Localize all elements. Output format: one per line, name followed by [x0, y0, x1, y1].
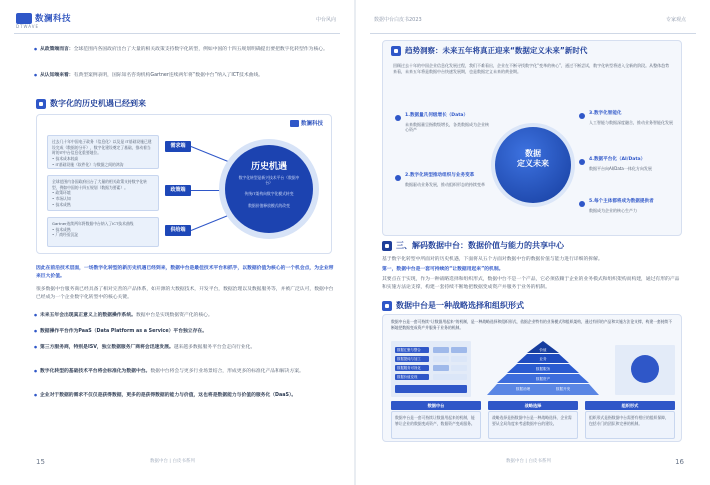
- page-number: 15: [36, 458, 45, 466]
- bullet-label: 从认知端来看：: [40, 73, 74, 78]
- chapter-intro: 基于数字化转型中所面对的历史机遇，下面将从五个方面对数据中台的数据价值与能力进行详细的拆解。: [382, 257, 603, 262]
- pyramid-label: 数据资产: [535, 377, 551, 381]
- trend-marker: [579, 201, 585, 207]
- bullet-text: 有典型案例表明，国际知名咨询机构Gartner连续两年将“数据中台”纳入了ICT技术曲线。: [73, 73, 264, 78]
- highlight-paragraph: 因此在前沿技术层面，一场数字化转型的新历史机遇已经到来，数据中台是最佳技术平台和抓手，以数据价值为核心的一个机会点，为企业带来巨大价值。: [36, 266, 334, 279]
- grid-cell: [433, 365, 449, 371]
- bullet-item: [40, 328, 332, 335]
- grid-cell: [433, 347, 449, 353]
- chapter-paragraph: 其要点在于实现，作为一种战略选择和组织形式，数据中台不是一个产品，它必须依赖于企业的业务模式和组织架构而构建，通过有形的产品和实施方法论支撑，构建一套持续不断地把数据变成资产并服务于业务的机制。: [382, 277, 680, 290]
- section-icon: [36, 99, 46, 109]
- list-row: 数据汇聚与整合: [395, 347, 429, 353]
- trend-item-text: 人工智能与数据深度融合，推动业务智能化发展: [589, 119, 673, 125]
- diagram-logo: [290, 119, 323, 127]
- grid-cell: [451, 356, 467, 362]
- column-text: 战略选择是指数据中台是一种战略选择，企业需要从全局角度来考虑数据中台的建设。: [488, 411, 578, 439]
- column-text: 数据中台是一套可持续让数据用起来的机制，能够让企业的数据变成资产，数据资产变成服务。: [391, 411, 481, 439]
- box-title: 数据中台是一种战略选择和组织形式: [396, 301, 524, 310]
- bullet-cognition: [40, 72, 332, 79]
- trend-item-title: 4.数据平台化（AI/Data）: [589, 157, 646, 162]
- grid-cell: [451, 365, 467, 371]
- left-page: [0, 0, 354, 485]
- trend-item: [589, 157, 675, 171]
- pyramid-label: 价值: [539, 348, 547, 352]
- tag-demand: 需求端: [165, 141, 191, 152]
- trend-item-title: 3.数字化智能化: [589, 111, 622, 116]
- footer-label: 数据中台 | 白皮书系列: [506, 459, 551, 464]
- bullet-label: 数字化转型的基础技术平台将会标准化为数据中台。: [40, 369, 151, 374]
- bullet-text: 数据中台将会与更多行业场景结合，形成更多的标准化产品和解决方案。: [150, 369, 304, 374]
- bullet-label: 企业对于数据的需求不仅仅是获得数据，更多的是获得数据的能力与价值，这也将是数据能力与价值的服务化（DaaS）。: [40, 393, 297, 398]
- circle-item: 数字化转型是新兴技术平台（数据中台）: [238, 175, 300, 186]
- bullet-item: [40, 392, 332, 399]
- bullet-label: 数据操作平台作为PaaS（Data Platform as a Service）平台独立存在。: [40, 329, 208, 334]
- section-heading: [36, 96, 146, 111]
- list-row: 数据服务可视化: [395, 365, 429, 371]
- history-box-policy: 全球范围内各国政府出台了大量的相关政策支持数字化转型，例如中国的十四五规划（数据为要素）。 • 政策环境 • 市场认知 • 技术成熟: [47, 175, 159, 211]
- header-divider: [14, 33, 340, 34]
- box-heading: [382, 298, 524, 313]
- pyramid-label: 数据服务: [535, 367, 551, 371]
- section-icon: [391, 46, 401, 56]
- trend-panel: [382, 40, 682, 236]
- bullet-text: 数据中台是实现数据资产化的核心。: [135, 313, 213, 318]
- bullet-item: [40, 368, 332, 375]
- circle-item: 数据价值释放模式的改变: [248, 203, 290, 208]
- trend-item: [405, 113, 491, 133]
- bullet-label: 从政策端而言：: [40, 47, 74, 52]
- trend-item: [405, 173, 491, 187]
- list-row: 数据价值变现: [395, 374, 429, 380]
- trend-item-title: 2.数字化转型推动组织与业务变革: [405, 173, 475, 178]
- left-header: [0, 0, 354, 40]
- right-page: [356, 0, 710, 485]
- chapter-heading: [382, 238, 564, 253]
- chapter-subhead: 第一，数据中台是一套可持续的“让数据用起来”的机制。: [382, 267, 504, 272]
- section-icon: [382, 301, 392, 311]
- brand-sub: DTWAVE: [16, 24, 40, 29]
- left-header-section: 中台风向: [315, 17, 336, 23]
- column-text: 组织形式是指数据中台需要有相应的组织保障，包括专门的团队和完善的机制。: [585, 411, 675, 439]
- trend-item: [589, 199, 675, 213]
- body-paragraph: 很多数据中台服务商已经具备了相对完善的产品体系，如开源的大数据技术，开发平台，数据治理以及数据服务等，并被广泛认可，数据中台已经成为一个企业数字化转型中的核心关键。: [36, 287, 334, 300]
- column-heading: 组织形式: [585, 401, 675, 410]
- side-icon: [631, 355, 659, 383]
- pyramid-label: 数据开发: [555, 387, 571, 391]
- trend-marker: [395, 175, 401, 181]
- trend-intro: 回顾过去十年的中国企业信息化发展过程，我们不难看出，企业在不断寻找数字化“变革的核心”，通过不断尝试，数字化转型将进入全新的阶段。从整体趋势来看，未来五年将是数据中台快速发展期，也是数据定义未来的黄金期。: [393, 63, 670, 74]
- diagram-logo-icon: [290, 120, 299, 127]
- bullet-text: 全球范围内各国政府出台了大量的相关政策支持数字化转型，例如中国的十四五规划明确提出要把数字化转型作为核心。: [73, 47, 328, 52]
- grid-cell: [433, 356, 449, 362]
- trend-item-title: 1.数据量几何级增长（Data）: [405, 113, 469, 118]
- trend-heading: [391, 43, 587, 58]
- trend-item-text: 数据平台向AI/Data一体化方向发展: [589, 165, 652, 171]
- brand-name: 数澜科技: [35, 14, 72, 24]
- page-number: 16: [675, 458, 684, 466]
- bullet-label: 第三方服务商，特别是ISV，独立数据服务厂商将会迅速发展。: [40, 345, 174, 350]
- strategy-diagram: [382, 314, 682, 442]
- bullet-policy: [40, 46, 332, 53]
- strategy-intro: 数据中台是一套可持续“让数据用起来”的机制，是一种战略选择和组织形式，依据企业特有的业务模式和组织架构，通过有形的产品和实施方法论支撑，构建一套持续不断地把数据变成资产并服务于业务的机制。: [391, 319, 673, 330]
- trend-item-text: 数据成为企业的核心生产力: [589, 207, 637, 213]
- brand-logo-icon: [16, 13, 32, 24]
- footer-label: 数据中台 | 白皮书系列: [150, 459, 195, 464]
- right-header: [356, 0, 710, 40]
- column-heading: 战略选择: [488, 401, 578, 410]
- trend-item: [589, 111, 675, 125]
- bullet-item: [40, 344, 332, 351]
- trend-title: 趋势洞察：未来五年将真正迎来“数据定义未来”新时代: [405, 46, 588, 55]
- grid-cell: [433, 374, 467, 380]
- trend-marker: [579, 113, 585, 119]
- bullet-item: [40, 312, 332, 319]
- circle-item: 传统IT架构向数字化模式转变: [244, 191, 294, 196]
- trend-marker: [579, 159, 585, 165]
- trend-item-title: 5.每个主体都将成为数据提供者: [589, 199, 654, 204]
- grid-base-bar: [395, 385, 467, 393]
- tag-policy: 政策端: [165, 185, 191, 196]
- section-title: 数字化的历史机遇已经到来: [50, 99, 146, 108]
- trend-marker: [395, 115, 401, 121]
- list-row: 数据提纯与加工: [395, 356, 429, 362]
- bullet-text: 越来越多数据服务平台会走向行业化。: [173, 345, 256, 350]
- history-box-demand: 过去几十年中国电子政务（信息化）以及是 IT基础设施已建设完成（数据的分开），数字化建设奠定了基础，推动着当时的IT中台信息化重要地位。 • 技术成本较高 • IT基础设施（软件化）与数据之间的鸿沟: [47, 135, 159, 169]
- column-heading: 数据中台: [391, 401, 481, 410]
- connector-line: [191, 214, 232, 231]
- bullet-label: 未来五年会出现真正意义上的数据操作系统。: [40, 313, 136, 318]
- tag-supply: 供给端: [165, 225, 191, 236]
- circle-title: 历史机遇: [250, 162, 287, 172]
- trend-item-text: 数据驱动业务发展，推动组织形态的持续变革: [405, 181, 485, 187]
- grid-cell: [451, 347, 467, 353]
- brand-logo: [16, 12, 71, 24]
- chapter-icon: [382, 241, 392, 251]
- header-divider: [370, 33, 696, 34]
- data-defines-future-hub: 数据 定义未来: [495, 127, 571, 203]
- chapter-title: 三、解码数据中台：数据价值与能力的共享中心: [396, 241, 564, 250]
- history-box-supply: Gartner连续两年将数据中台纳入了ICT技术曲线 • 技术成熟 • 厂商经验沉淀: [47, 217, 159, 247]
- history-diagram: [36, 114, 332, 254]
- right-header-title: 数据中台白皮书2023: [374, 17, 422, 23]
- pyramid-label: 业务: [539, 357, 547, 361]
- trend-item-text: 未来数据量呈指数级增长，各类数据成为企业核心资产: [405, 121, 489, 133]
- connector-line: [191, 190, 223, 191]
- pyramid-label: 数据治理: [515, 387, 531, 391]
- diagram-logo-text: 数澜科技: [300, 121, 323, 127]
- right-header-section: 专家观点: [665, 17, 686, 23]
